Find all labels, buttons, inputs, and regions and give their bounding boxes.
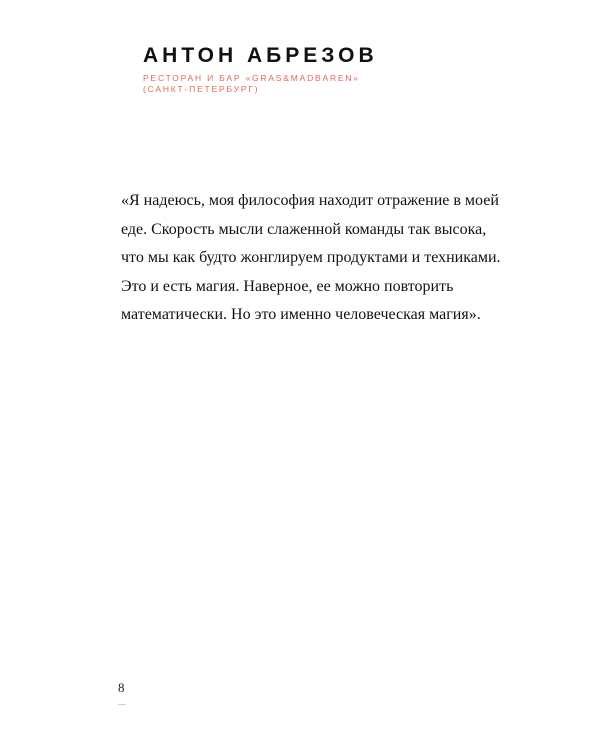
- quote-line: математически. Но это именно человеческая магия».: [121, 306, 481, 323]
- author-quote: [121, 187, 501, 330]
- affiliation-line-restaurant: РЕСТОРАН И БАР «GRAS&MADBAREN»: [143, 73, 360, 83]
- page-number: 8: [118, 680, 125, 695]
- page-number-rule: [118, 704, 126, 705]
- author-name: АНТОН АБРЕЗОВ: [143, 44, 378, 67]
- author-affiliation: [143, 73, 523, 95]
- author-header: [143, 43, 523, 95]
- quote-line: «Я надеюсь, моя философия находит отражение в моей: [121, 192, 499, 209]
- quote-line: Это и есть магия. Наверное, ее можно повторить: [121, 277, 454, 295]
- quote-line: что мы как будто жонглируем продуктами и техниками.: [121, 249, 501, 266]
- quote-line: еде. Скорость мысли слаженной команды так высока,: [121, 220, 487, 238]
- affiliation-line-city: (САНКТ-ПЕТЕРБУРГ): [143, 84, 260, 94]
